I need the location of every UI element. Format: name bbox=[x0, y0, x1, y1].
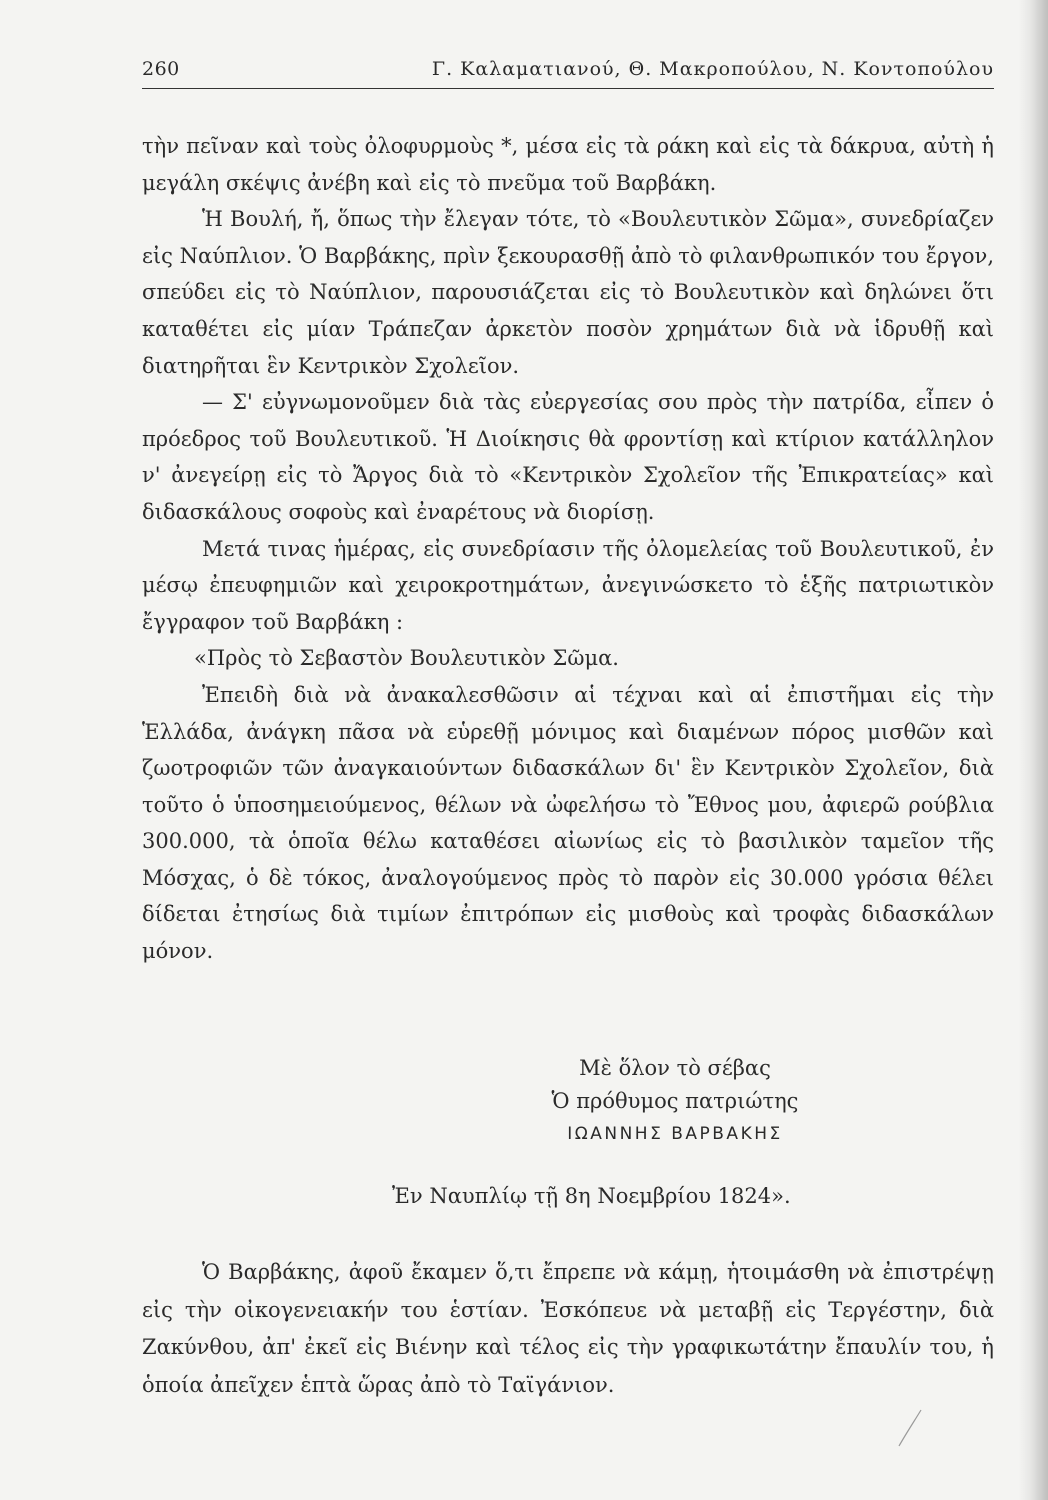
paragraph: τὴν πεῖναν καὶ τοὺς ὀλοφυρμοὺς *, μέσα εἰς τὰ ράκη καὶ εἰς τὰ δάκρυα, αὐτὴ ἡ μεγάλη σκέψις ἀνέβη καὶ εἰς τὸ πνεῦμα τοῦ Βαρβάκη. bbox=[142, 134, 994, 195]
paragraph: Μετά τινας ἡμέρας, εἰς συνεδρίασιν τῆς ὀλομελείας τοῦ Βουλευτικοῦ, ἐν μέσῳ ἐπευφημιῶν καὶ χειροκροτημάτων, ἀνεγινώσκετο τὸ ἑξῆς πατριωτικὸν ἔγγραφον τοῦ Βαρβάκη : bbox=[142, 536, 994, 634]
page-number: 260 bbox=[142, 58, 180, 80]
spine-shadow bbox=[1018, 0, 1048, 1500]
page-header bbox=[142, 58, 994, 88]
header-rule bbox=[142, 88, 994, 89]
closing-line: Ὁ πρόθυμος πατριώτης bbox=[551, 1089, 799, 1113]
closing-line: Μὲ ὅλον τὸ σέβας bbox=[579, 1056, 771, 1080]
paragraph: Ὁ Βαρβάκης, ἀφοῦ ἔκαμεν ὅ,τι ἔπρεπε νὰ κάμῃ, ἡτοιμάσθη νὰ ἐπιστρέψῃ εἰς τὴν οἰκογενειακήν του ἑστίαν. Ἐσκόπευε νὰ μεταβῇ εἰς Τεργέστην, διὰ Ζακύνθου, ἀπ' ἐκεῖ εἰς Βιένην καὶ τέλος εἰς τὴν γραφικωτάτην ἔπαυλίν του, ἡ ὁποία ἀπεῖχεν ἑπτὰ ὥρας ἀπὸ τὸ Ταϊγάνιον. bbox=[142, 1260, 994, 1397]
dialogue-paragraph: — Σ' εὐγνωμονοῦμεν διὰ τὰς εὐεργεσίας σου πρὸς τὴν πατρίδα, εἶπεν ὁ πρόεδρος τοῦ Βουλευτικοῦ. Ἡ Διοίκησις θὰ φροντίσῃ καὶ κτίριον κατάλληλον ν' ἀνεγείρῃ εἰς τὸ Ἄργος διὰ τὸ «Κεντρικὸν Σχολεῖον τῆς Ἐπικρατείας» καὶ διδασκάλους σοφοὺς καὶ ἐναρέτους νὰ διορίσῃ. bbox=[142, 390, 994, 524]
paragraph: Ἡ Βουλή, ἤ, ὅπως τὴν ἔλεγαν τότε, τὸ «Βουλευτικὸν Σῶμα», συνεδρίαζεν εἰς Ναύπλιον. Ὁ Βαρβάκης, πρὶν ξεκουρασθῇ ἀπὸ τὸ φιλανθρωπικόν του ἔργον, σπεύδει εἰς τὸ Ναύπλιον, παρουσιάζεται εἰς τὸ Βουλευτικὸν καὶ δηλώνει ὅτι καταθέτει εἰς μίαν Τράπεζαν ἀρκετὸν ποσὸν χρημάτων διὰ νὰ ἱδρυθῇ καὶ διατηρῆται ἓν Κεντρικὸν Σχολεῖον. bbox=[142, 207, 994, 378]
closing-paragraph-block bbox=[142, 1254, 994, 1404]
letter-closing bbox=[520, 1052, 830, 1151]
letter-dateline: Ἐν Ναυπλίῳ τῇ 8η Νοεμβρίου 1824». bbox=[392, 1184, 791, 1208]
signature-name: ΙΩΑΝΝΗΣ ΒΑΡΒΑΚΗΣ bbox=[567, 1124, 783, 1144]
main-text bbox=[142, 128, 994, 970]
pen-mark-icon bbox=[895, 1408, 925, 1448]
letter-body: Ἐπειδὴ διὰ νὰ ἀνακαλεσθῶσιν αἱ τέχναι καὶ αἱ ἐπιστῆμαι εἰς τὴν Ἑλλάδα, ἀνάγκη πᾶσα νὰ εὑρεθῇ μόνιμος καὶ διαμένων πόρος μισθῶν καὶ ζωοτροφιῶν τῶν ἀναγκαιούντων διδασκάλων δι' ἓν Κεντρικὸν Σχολεῖον, διὰ τοῦτο ὁ ὑποσημειούμενος, θέλων νὰ ὠφελήσω τὸ Ἔθνος μου, ἀφιερῶ ρούβλια 300.000, τὰ ὁποῖα θέλω καταθέσει αἰωνίως εἰς τὸ βασιλικὸν ταμεῖον τῆς Μόσχας, ὁ δὲ τόκος, ἀναλογούμενος πρὸς τὸ παρὸν εἰς 30.000 γρόσια θέλει δίδεται ἐτησίως διὰ τιμίων ἐπιτρόπων εἰς μισθοὺς καὶ τροφὰς διδασκάλων μόνον. bbox=[142, 682, 994, 964]
running-head: Γ. Καλαματιανού, Θ. Μακροπούλου, Ν. Κοντοπούλου bbox=[431, 58, 994, 80]
letter-salutation: «Πρὸς τὸ Σεβαστὸν Βουλευτικὸν Σῶμα. bbox=[194, 646, 619, 671]
